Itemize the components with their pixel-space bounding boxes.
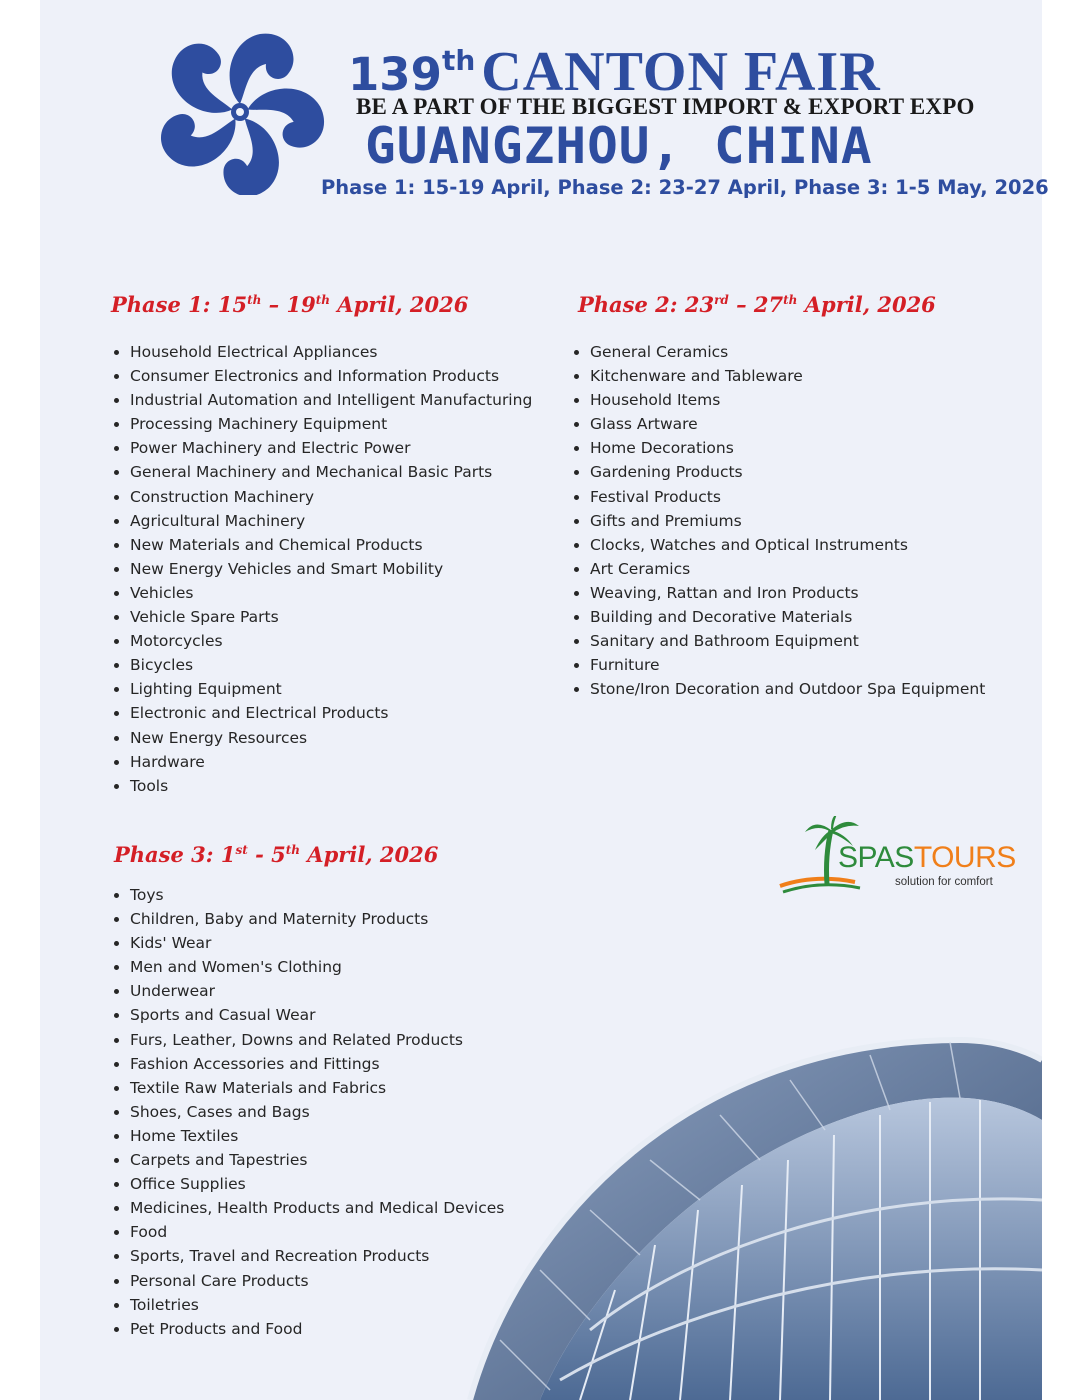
list-item: Power Machinery and Electric Power bbox=[111, 436, 532, 460]
list-item: Sports, Travel and Recreation Products bbox=[111, 1244, 504, 1268]
list-item: Kitchenware and Tableware bbox=[571, 364, 985, 388]
list-item: Textile Raw Materials and Fabrics bbox=[111, 1076, 504, 1100]
list-item: Furs, Leather, Downs and Related Products bbox=[111, 1028, 504, 1052]
list-item: Kids' Wear bbox=[111, 931, 504, 955]
list-item: Bicycles bbox=[111, 653, 532, 677]
list-item: Home Textiles bbox=[111, 1124, 504, 1148]
sponsor-tagline: solution for comfort bbox=[895, 876, 993, 888]
list-item: Glass Artware bbox=[571, 412, 985, 436]
list-item: Toys bbox=[111, 883, 504, 907]
list-item: New Energy Vehicles and Smart Mobility bbox=[111, 557, 532, 581]
phase-2-section bbox=[578, 292, 986, 699]
list-item: Art Ceramics bbox=[571, 557, 985, 581]
list-item: Food bbox=[111, 1220, 504, 1244]
list-item: Agricultural Machinery bbox=[111, 509, 532, 533]
list-item: New Energy Resources bbox=[111, 726, 532, 750]
list-item: Toiletries bbox=[111, 1293, 504, 1317]
list-item: Carpets and Tapestries bbox=[111, 1148, 504, 1172]
list-item: Furniture bbox=[571, 653, 985, 677]
list-item: Sports and Casual Wear bbox=[111, 1003, 504, 1027]
list-item: Vehicles bbox=[111, 581, 532, 605]
phase-3-section bbox=[114, 842, 505, 1338]
list-item: Motorcycles bbox=[111, 629, 532, 653]
phase-1-heading: Phase 1: 15th – 19th April, 2026 bbox=[111, 292, 469, 317]
phase-2-heading: Phase 2: 23rd – 27th April, 2026 bbox=[578, 292, 936, 317]
list-item: Underwear bbox=[111, 979, 504, 1003]
edition-number: 139th bbox=[348, 44, 476, 101]
list-item: Home Decorations bbox=[571, 436, 985, 460]
list-item: Construction Machinery bbox=[111, 485, 532, 509]
list-item: Consumer Electronics and Information Products bbox=[111, 364, 532, 388]
list-item: Industrial Automation and Intelligent Manufacturing bbox=[111, 388, 532, 412]
list-item: Children, Baby and Maternity Products bbox=[111, 907, 504, 931]
list-item: Office Supplies bbox=[111, 1172, 504, 1196]
list-item: Building and Decorative Materials bbox=[571, 605, 985, 629]
phase-3-heading: Phase 3: 1st - 5th April, 2026 bbox=[114, 842, 439, 867]
list-item: Clocks, Watches and Optical Instruments bbox=[571, 533, 985, 557]
list-item: Vehicle Spare Parts bbox=[111, 605, 532, 629]
list-item: Weaving, Rattan and Iron Products bbox=[571, 581, 985, 605]
list-item: Household Electrical Appliances bbox=[111, 340, 532, 364]
list-item: Stone/Iron Decoration and Outdoor Spa Equipment bbox=[571, 677, 985, 701]
list-item: Fashion Accessories and Fittings bbox=[111, 1052, 504, 1076]
tagline: BE A PART OF THE BIGGEST IMPORT & EXPORT EXPO bbox=[356, 94, 975, 119]
list-item: Household Items bbox=[571, 388, 985, 412]
phase-dates: Phase 1: 15-19 April, Phase 2: 23-27 April, Phase 3: 1-5 May, 2026 bbox=[321, 176, 1049, 199]
phase-1-section bbox=[111, 292, 533, 795]
list-item: Lighting Equipment bbox=[111, 677, 532, 701]
list-item: Medicines, Health Products and Medical Devices bbox=[111, 1196, 504, 1220]
list-item: Personal Care Products bbox=[111, 1269, 504, 1293]
canton-fair-logo-icon bbox=[150, 30, 330, 195]
exhibition-building-image bbox=[440, 1000, 1042, 1400]
list-item: General Ceramics bbox=[571, 340, 985, 364]
city-title: GUANGZHOU, CHINA bbox=[365, 117, 873, 175]
list-item: New Materials and Chemical Products bbox=[111, 533, 532, 557]
list-item: Gardening Products bbox=[571, 460, 985, 484]
list-item: General Machinery and Mechanical Basic Parts bbox=[111, 460, 532, 484]
sponsor-name: SPASTOURS bbox=[838, 841, 1016, 874]
phase-2-list bbox=[571, 340, 985, 701]
fair-name: CANTON FAIR bbox=[481, 41, 881, 103]
list-item: Hardware bbox=[111, 750, 532, 774]
list-item: Processing Machinery Equipment bbox=[111, 412, 532, 436]
list-item: Gifts and Premiums bbox=[571, 509, 985, 533]
list-item: Sanitary and Bathroom Equipment bbox=[571, 629, 985, 653]
list-item: Electronic and Electrical Products bbox=[111, 701, 532, 725]
list-item: Shoes, Cases and Bags bbox=[111, 1100, 504, 1124]
list-item: Men and Women's Clothing bbox=[111, 955, 504, 979]
list-item: Pet Products and Food bbox=[111, 1317, 504, 1341]
list-item: Tools bbox=[111, 774, 532, 798]
list-item: Festival Products bbox=[571, 485, 985, 509]
phase-1-list bbox=[111, 340, 532, 798]
